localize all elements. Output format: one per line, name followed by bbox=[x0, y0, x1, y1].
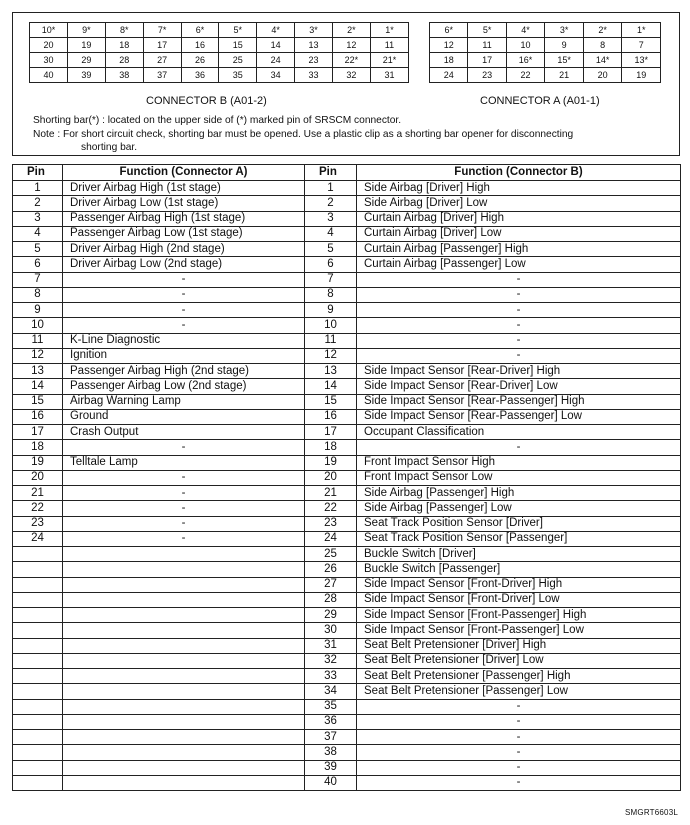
function-b-cell: Side Airbag [Driver] High bbox=[357, 181, 681, 196]
connector-b-pin-cell: 6* bbox=[181, 23, 219, 38]
pin-b-cell: 5 bbox=[305, 242, 357, 257]
pin-a-cell: 2 bbox=[13, 196, 63, 211]
pin-a-cell: 23 bbox=[13, 516, 63, 531]
connector-b-pin-grid bbox=[29, 22, 409, 83]
table-row bbox=[13, 409, 681, 424]
pin-a-cell bbox=[13, 577, 63, 592]
connector-a-pin-cell: 6* bbox=[430, 23, 468, 38]
table-header-row bbox=[13, 165, 681, 181]
header-pin-a: Pin bbox=[13, 165, 63, 181]
function-b-cell: - bbox=[357, 287, 681, 302]
function-a-cell: Ignition bbox=[63, 348, 305, 363]
table-row bbox=[13, 714, 681, 729]
function-b-cell: Seat Belt Pretensioner [Driver] High bbox=[357, 638, 681, 653]
connector-b-pin-cell: 17 bbox=[143, 38, 181, 53]
function-b-cell: Side Impact Sensor [Rear-Driver] Low bbox=[357, 379, 681, 394]
pin-b-cell: 21 bbox=[305, 486, 357, 501]
table-row bbox=[13, 577, 681, 592]
table-row bbox=[13, 318, 681, 333]
function-b-cell: Side Impact Sensor [Front-Driver] High bbox=[357, 577, 681, 592]
table-row bbox=[13, 257, 681, 272]
table-row bbox=[13, 745, 681, 760]
pin-a-cell: 4 bbox=[13, 226, 63, 241]
pin-a-cell bbox=[13, 608, 63, 623]
pin-b-cell: 33 bbox=[305, 669, 357, 684]
function-a-cell: - bbox=[63, 272, 305, 287]
connector-a-pin-cell: 5* bbox=[468, 23, 506, 38]
function-a-cell bbox=[63, 547, 305, 562]
pin-b-cell: 10 bbox=[305, 318, 357, 333]
function-b-cell: Seat Track Position Sensor [Driver] bbox=[357, 516, 681, 531]
table-row bbox=[13, 486, 681, 501]
table-row bbox=[13, 333, 681, 348]
pin-a-cell bbox=[13, 745, 63, 760]
header-pin-b: Pin bbox=[305, 165, 357, 181]
function-b-cell: - bbox=[357, 318, 681, 333]
pin-b-cell: 20 bbox=[305, 470, 357, 485]
pin-b-cell: 22 bbox=[305, 501, 357, 516]
connector-b-pin-cell: 31 bbox=[370, 68, 408, 83]
connector-a-pin-cell: 12 bbox=[430, 38, 468, 53]
pin-b-cell: 12 bbox=[305, 348, 357, 363]
function-b-cell: - bbox=[357, 730, 681, 745]
connector-b-pin-cell: 24 bbox=[257, 53, 295, 68]
function-a-cell: Driver Airbag Low (1st stage) bbox=[63, 196, 305, 211]
pin-a-cell: 24 bbox=[13, 531, 63, 546]
connector-a-pin-cell: 10 bbox=[506, 38, 545, 53]
pin-a-cell bbox=[13, 684, 63, 699]
pin-b-cell: 28 bbox=[305, 592, 357, 607]
pin-b-cell: 40 bbox=[305, 775, 357, 790]
pin-a-cell bbox=[13, 592, 63, 607]
connector-b-pin-cell: 36 bbox=[181, 68, 219, 83]
function-b-cell: Curtain Airbag [Driver] Low bbox=[357, 226, 681, 241]
connector-a-pin-cell: 21 bbox=[545, 68, 584, 83]
function-a-cell: Driver Airbag High (2nd stage) bbox=[63, 242, 305, 257]
connector-b-grid-row bbox=[30, 23, 409, 38]
shorting-bar-note: Shorting bar(*) : located on the upper side of (*) marked pin of SRSCM connector. bbox=[33, 115, 402, 126]
connector-b-pin-cell: 22* bbox=[332, 53, 370, 68]
function-a-cell: - bbox=[63, 486, 305, 501]
pin-b-cell: 1 bbox=[305, 181, 357, 196]
function-a-cell: - bbox=[63, 531, 305, 546]
function-b-cell: Seat Belt Pretensioner [Passenger] High bbox=[357, 669, 681, 684]
pin-a-cell: 21 bbox=[13, 486, 63, 501]
function-b-cell: Side Impact Sensor [Rear-Driver] High bbox=[357, 364, 681, 379]
pin-b-cell: 7 bbox=[305, 272, 357, 287]
pin-a-cell: 8 bbox=[13, 287, 63, 302]
table-row bbox=[13, 684, 681, 699]
table-row bbox=[13, 226, 681, 241]
table-row bbox=[13, 303, 681, 318]
function-b-cell: Buckle Switch [Passenger] bbox=[357, 562, 681, 577]
connector-a-pin-grid bbox=[429, 22, 661, 83]
connector-b-pin-cell: 19 bbox=[68, 38, 106, 53]
connector-b-pin-cell: 5* bbox=[219, 23, 257, 38]
table-row bbox=[13, 455, 681, 470]
connector-a-pin-cell: 20 bbox=[583, 68, 622, 83]
connector-b-pin-cell: 4* bbox=[257, 23, 295, 38]
table-row bbox=[13, 775, 681, 790]
pin-b-cell: 37 bbox=[305, 730, 357, 745]
pin-a-cell: 11 bbox=[13, 333, 63, 348]
pin-a-cell: 7 bbox=[13, 272, 63, 287]
connector-a-pin-cell: 11 bbox=[468, 38, 506, 53]
pin-a-cell: 22 bbox=[13, 501, 63, 516]
function-a-cell: - bbox=[63, 470, 305, 485]
function-a-cell: Driver Airbag High (1st stage) bbox=[63, 181, 305, 196]
connector-b-pin-cell: 33 bbox=[295, 68, 333, 83]
pin-b-cell: 31 bbox=[305, 638, 357, 653]
function-a-cell bbox=[63, 714, 305, 729]
pin-a-cell: 1 bbox=[13, 181, 63, 196]
function-a-cell: Passenger Airbag High (1st stage) bbox=[63, 211, 305, 226]
connector-b-pin-cell: 32 bbox=[332, 68, 370, 83]
pin-a-cell: 6 bbox=[13, 257, 63, 272]
function-b-cell: Side Impact Sensor [Rear-Passenger] Low bbox=[357, 409, 681, 424]
connector-b-pin-cell: 27 bbox=[143, 53, 181, 68]
function-a-cell: Ground bbox=[63, 409, 305, 424]
pin-b-cell: 36 bbox=[305, 714, 357, 729]
pin-b-cell: 3 bbox=[305, 211, 357, 226]
pin-b-cell: 29 bbox=[305, 608, 357, 623]
connector-a-pin-cell: 18 bbox=[430, 53, 468, 68]
pin-a-cell: 19 bbox=[13, 455, 63, 470]
pin-b-cell: 9 bbox=[305, 303, 357, 318]
pin-function-table bbox=[12, 164, 681, 791]
pin-b-cell: 8 bbox=[305, 287, 357, 302]
pin-b-cell: 23 bbox=[305, 516, 357, 531]
pin-a-cell: 18 bbox=[13, 440, 63, 455]
pin-b-cell: 26 bbox=[305, 562, 357, 577]
connector-b-pin-cell: 35 bbox=[219, 68, 257, 83]
connector-a-pin-cell: 23 bbox=[468, 68, 506, 83]
table-row bbox=[13, 211, 681, 226]
pin-a-cell: 12 bbox=[13, 348, 63, 363]
function-a-cell bbox=[63, 653, 305, 668]
table-row bbox=[13, 547, 681, 562]
table-row bbox=[13, 287, 681, 302]
connector-a-pin-cell: 15* bbox=[545, 53, 584, 68]
table-row bbox=[13, 669, 681, 684]
connector-b-pin-cell: 20 bbox=[30, 38, 68, 53]
connector-b-pin-cell: 7* bbox=[143, 23, 181, 38]
pin-a-cell: 15 bbox=[13, 394, 63, 409]
function-b-cell: Side Airbag [Driver] Low bbox=[357, 196, 681, 211]
pin-a-cell: 16 bbox=[13, 409, 63, 424]
table-row bbox=[13, 531, 681, 546]
pin-a-cell: 20 bbox=[13, 470, 63, 485]
function-a-cell bbox=[63, 775, 305, 790]
header-function-a: Function (Connector A) bbox=[63, 165, 305, 181]
function-b-cell: Curtain Airbag [Passenger] High bbox=[357, 242, 681, 257]
connector-b-label: CONNECTOR B (A01-2) bbox=[146, 95, 267, 107]
connector-a-pin-cell: 17 bbox=[468, 53, 506, 68]
connector-b-pin-cell: 9* bbox=[68, 23, 106, 38]
function-a-cell bbox=[63, 562, 305, 577]
pin-b-cell: 35 bbox=[305, 699, 357, 714]
pin-a-cell bbox=[13, 653, 63, 668]
connector-b-pin-cell: 15 bbox=[219, 38, 257, 53]
function-a-cell: - bbox=[63, 440, 305, 455]
connector-a-grid-row bbox=[430, 38, 661, 53]
connector-b-grid-row bbox=[30, 38, 409, 53]
connector-b-pin-cell: 26 bbox=[181, 53, 219, 68]
connector-b-pin-cell: 13 bbox=[295, 38, 333, 53]
connector-b-pin-cell: 37 bbox=[143, 68, 181, 83]
function-b-cell: Occupant Classification bbox=[357, 425, 681, 440]
pin-a-cell: 5 bbox=[13, 242, 63, 257]
pin-b-cell: 39 bbox=[305, 760, 357, 775]
connector-a-grid-row bbox=[430, 68, 661, 83]
connector-b-grid-row bbox=[30, 53, 409, 68]
function-a-cell: - bbox=[63, 516, 305, 531]
connector-b-pin-cell: 39 bbox=[68, 68, 106, 83]
connector-b-pin-cell: 8* bbox=[105, 23, 143, 38]
function-a-cell bbox=[63, 760, 305, 775]
function-a-cell bbox=[63, 608, 305, 623]
connector-a-label: CONNECTOR A (A01-1) bbox=[480, 95, 600, 107]
header-function-b: Function (Connector B) bbox=[357, 165, 681, 181]
function-a-cell: Driver Airbag Low (2nd stage) bbox=[63, 257, 305, 272]
pin-b-cell: 38 bbox=[305, 745, 357, 760]
function-a-cell bbox=[63, 699, 305, 714]
pin-a-cell: 13 bbox=[13, 364, 63, 379]
connector-b-pin-cell: 40 bbox=[30, 68, 68, 83]
pin-b-cell: 13 bbox=[305, 364, 357, 379]
function-a-cell: Telltale Lamp bbox=[63, 455, 305, 470]
function-b-cell: - bbox=[357, 440, 681, 455]
connector-a-pin-cell: 7 bbox=[622, 38, 661, 53]
function-a-cell bbox=[63, 638, 305, 653]
function-a-cell: Passenger Airbag Low (1st stage) bbox=[63, 226, 305, 241]
function-a-cell: K-Line Diagnostic bbox=[63, 333, 305, 348]
pin-a-cell bbox=[13, 638, 63, 653]
connector-b-pin-cell: 23 bbox=[295, 53, 333, 68]
connector-b-pin-cell: 28 bbox=[105, 53, 143, 68]
connector-a-pin-cell: 13* bbox=[622, 53, 661, 68]
connector-b-pin-cell: 1* bbox=[370, 23, 408, 38]
function-a-cell: - bbox=[63, 303, 305, 318]
function-b-cell: - bbox=[357, 745, 681, 760]
function-a-cell: Passenger Airbag Low (2nd stage) bbox=[63, 379, 305, 394]
short-circuit-note-line2: shorting bar. bbox=[81, 142, 138, 153]
table-row bbox=[13, 348, 681, 363]
pin-b-cell: 15 bbox=[305, 394, 357, 409]
short-circuit-note-line1: Note : For short circuit check, shorting bar must be opened. Use a plastic clip as a shorting bar opener for disconnecting bbox=[33, 129, 574, 140]
connector-b-pin-cell: 16 bbox=[181, 38, 219, 53]
connector-b-pin-cell: 38 bbox=[105, 68, 143, 83]
function-b-cell: Seat Belt Pretensioner [Passenger] Low bbox=[357, 684, 681, 699]
connector-b-pin-cell: 21* bbox=[370, 53, 408, 68]
connector-b-pin-cell: 14 bbox=[257, 38, 295, 53]
function-b-cell: Front Impact Sensor High bbox=[357, 455, 681, 470]
connector-a-grid-row bbox=[430, 53, 661, 68]
table-row bbox=[13, 440, 681, 455]
pin-a-cell: 14 bbox=[13, 379, 63, 394]
table-row bbox=[13, 394, 681, 409]
function-b-cell: Side Airbag [Passenger] High bbox=[357, 486, 681, 501]
function-b-cell: Curtain Airbag [Driver] High bbox=[357, 211, 681, 226]
pin-a-cell bbox=[13, 669, 63, 684]
function-b-cell: - bbox=[357, 714, 681, 729]
function-b-cell: Front Impact Sensor Low bbox=[357, 470, 681, 485]
pin-a-cell: 9 bbox=[13, 303, 63, 318]
function-b-cell: - bbox=[357, 348, 681, 363]
connector-b-pin-cell: 18 bbox=[105, 38, 143, 53]
function-b-cell: Side Airbag [Passenger] Low bbox=[357, 501, 681, 516]
function-a-cell bbox=[63, 577, 305, 592]
function-a-cell bbox=[63, 669, 305, 684]
connector-a-pin-cell: 22 bbox=[506, 68, 545, 83]
pin-b-cell: 18 bbox=[305, 440, 357, 455]
connector-b-pin-cell: 2* bbox=[332, 23, 370, 38]
connector-a-pin-cell: 14* bbox=[583, 53, 622, 68]
table-row bbox=[13, 699, 681, 714]
function-a-cell: Airbag Warning Lamp bbox=[63, 394, 305, 409]
connector-a-pin-cell: 3* bbox=[545, 23, 584, 38]
function-a-cell: Passenger Airbag High (2nd stage) bbox=[63, 364, 305, 379]
pin-a-cell: 10 bbox=[13, 318, 63, 333]
function-b-cell: Curtain Airbag [Passenger] Low bbox=[357, 257, 681, 272]
table-row bbox=[13, 730, 681, 745]
function-a-cell bbox=[63, 592, 305, 607]
function-b-cell: - bbox=[357, 272, 681, 287]
function-a-cell: Crash Output bbox=[63, 425, 305, 440]
connector-b-grid-row bbox=[30, 68, 409, 83]
pin-b-cell: 19 bbox=[305, 455, 357, 470]
table-row bbox=[13, 379, 681, 394]
pin-a-cell bbox=[13, 562, 63, 577]
function-a-cell bbox=[63, 745, 305, 760]
connector-b-pin-cell: 3* bbox=[295, 23, 333, 38]
function-a-cell: - bbox=[63, 501, 305, 516]
pin-b-cell: 17 bbox=[305, 425, 357, 440]
pin-a-cell bbox=[13, 623, 63, 638]
connector-a-pin-cell: 16* bbox=[506, 53, 545, 68]
connector-b-pin-cell: 12 bbox=[332, 38, 370, 53]
pin-b-cell: 14 bbox=[305, 379, 357, 394]
table-row bbox=[13, 425, 681, 440]
function-b-cell: - bbox=[357, 760, 681, 775]
connector-b-pin-cell: 34 bbox=[257, 68, 295, 83]
function-b-cell: Side Impact Sensor [Front-Passenger] High bbox=[357, 608, 681, 623]
function-b-cell: - bbox=[357, 303, 681, 318]
pin-a-cell bbox=[13, 714, 63, 729]
function-b-cell: Buckle Switch [Driver] bbox=[357, 547, 681, 562]
pin-b-cell: 24 bbox=[305, 531, 357, 546]
function-b-cell: Seat Belt Pretensioner [Driver] Low bbox=[357, 653, 681, 668]
connector-a-pin-cell: 8 bbox=[583, 38, 622, 53]
function-a-cell: - bbox=[63, 287, 305, 302]
table-row bbox=[13, 181, 681, 196]
function-b-cell: Side Impact Sensor [Front-Passenger] Low bbox=[357, 623, 681, 638]
pin-a-cell bbox=[13, 699, 63, 714]
connector-a-pin-cell: 4* bbox=[506, 23, 545, 38]
pin-b-cell: 6 bbox=[305, 257, 357, 272]
function-b-cell: Side Impact Sensor [Front-Driver] Low bbox=[357, 592, 681, 607]
function-b-cell: - bbox=[357, 775, 681, 790]
pin-b-cell: 34 bbox=[305, 684, 357, 699]
connector-diagram-box bbox=[12, 12, 680, 156]
function-a-cell bbox=[63, 684, 305, 699]
pin-b-cell: 30 bbox=[305, 623, 357, 638]
table-row bbox=[13, 623, 681, 638]
pin-b-cell: 4 bbox=[305, 226, 357, 241]
table-row bbox=[13, 196, 681, 211]
connector-a-pin-cell: 2* bbox=[583, 23, 622, 38]
connector-b-pin-cell: 30 bbox=[30, 53, 68, 68]
function-b-cell: Seat Track Position Sensor [Passenger] bbox=[357, 531, 681, 546]
connector-a-grid-row bbox=[430, 23, 661, 38]
function-b-cell: - bbox=[357, 699, 681, 714]
table-row bbox=[13, 470, 681, 485]
pin-b-cell: 25 bbox=[305, 547, 357, 562]
pin-a-cell bbox=[13, 775, 63, 790]
function-a-cell bbox=[63, 730, 305, 745]
table-row bbox=[13, 638, 681, 653]
table-row bbox=[13, 760, 681, 775]
table-row bbox=[13, 562, 681, 577]
table-row bbox=[13, 608, 681, 623]
pin-a-cell: 3 bbox=[13, 211, 63, 226]
table-row bbox=[13, 592, 681, 607]
table-row bbox=[13, 242, 681, 257]
connector-a-pin-cell: 24 bbox=[430, 68, 468, 83]
function-a-cell bbox=[63, 623, 305, 638]
pin-a-cell bbox=[13, 730, 63, 745]
pin-b-cell: 11 bbox=[305, 333, 357, 348]
pin-b-cell: 32 bbox=[305, 653, 357, 668]
connector-b-pin-cell: 29 bbox=[68, 53, 106, 68]
connector-b-pin-cell: 11 bbox=[370, 38, 408, 53]
connector-a-pin-cell: 9 bbox=[545, 38, 584, 53]
connector-a-pin-cell: 19 bbox=[622, 68, 661, 83]
connector-b-pin-cell: 10* bbox=[30, 23, 68, 38]
pin-a-cell bbox=[13, 760, 63, 775]
connector-b-pin-cell: 25 bbox=[219, 53, 257, 68]
table-row bbox=[13, 272, 681, 287]
table-row bbox=[13, 364, 681, 379]
pin-b-cell: 16 bbox=[305, 409, 357, 424]
pin-a-cell bbox=[13, 547, 63, 562]
pin-a-cell: 17 bbox=[13, 425, 63, 440]
function-b-cell: Side Impact Sensor [Rear-Passenger] High bbox=[357, 394, 681, 409]
figure-code: SMGRT6603L bbox=[625, 808, 678, 817]
function-a-cell: - bbox=[63, 318, 305, 333]
function-b-cell: - bbox=[357, 333, 681, 348]
connector-a-pin-cell: 1* bbox=[622, 23, 661, 38]
pin-b-cell: 2 bbox=[305, 196, 357, 211]
table-row bbox=[13, 501, 681, 516]
pin-b-cell: 27 bbox=[305, 577, 357, 592]
table-row bbox=[13, 653, 681, 668]
table-row bbox=[13, 516, 681, 531]
